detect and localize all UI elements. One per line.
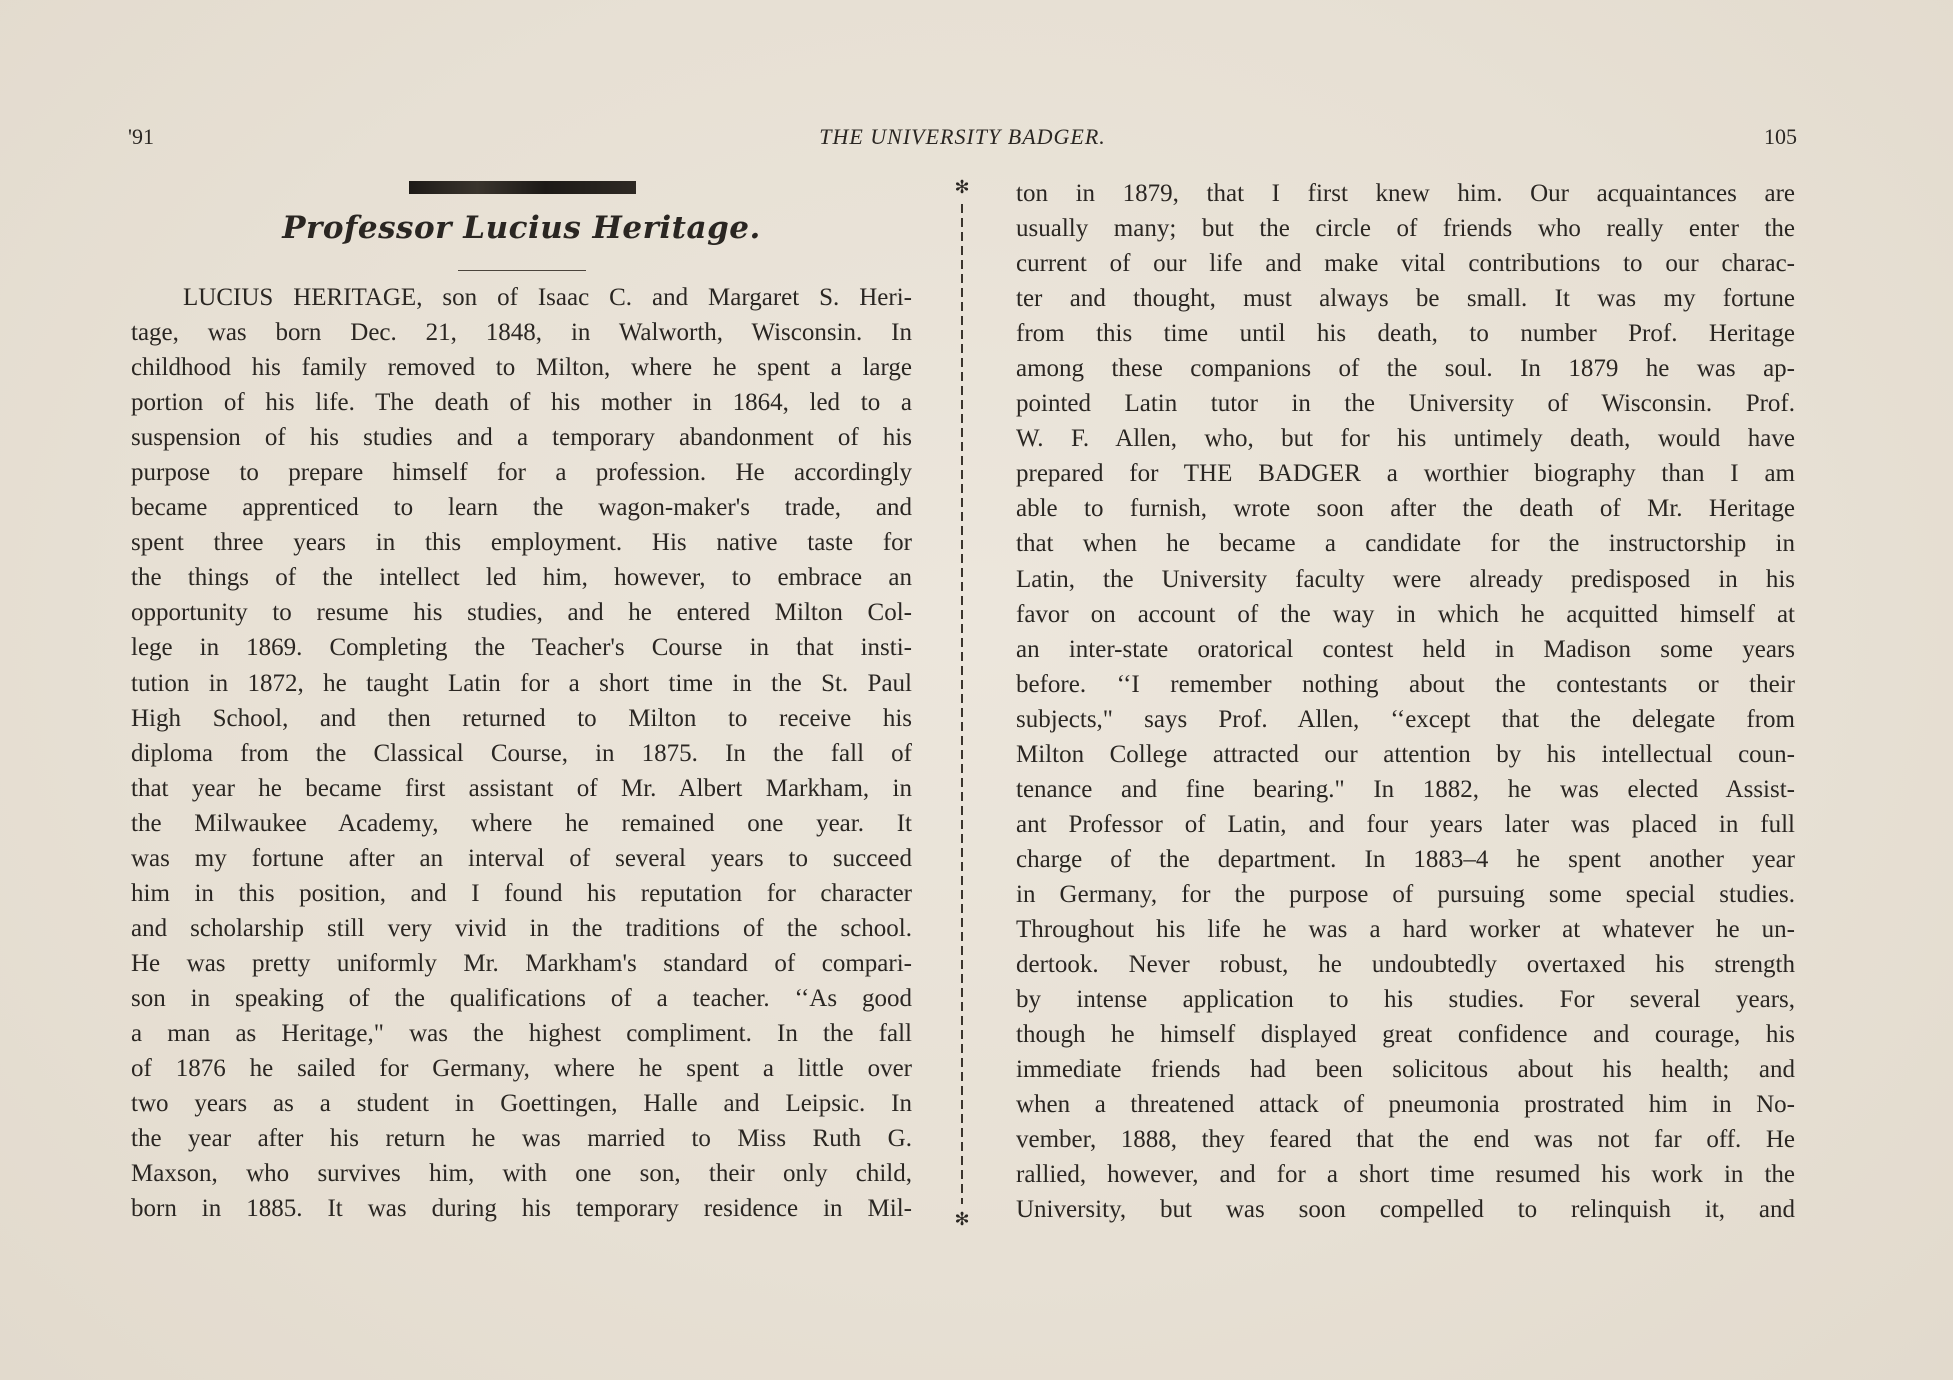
text-line: suspension of his studies and a temporary abandonment of his: [131, 424, 912, 452]
text-line: lege in 1869. Completing the Teacher's Course in that insti-: [131, 634, 912, 662]
text-line: immediate friends had been solicitous about his health; and: [1016, 1056, 1795, 1084]
text-line: the year after his return he was married to Miss Ruth G.: [131, 1125, 912, 1153]
text-line: diploma from the Classical Course, in 1875. In the fall of: [131, 739, 912, 767]
text-line: Milton College attracted our attention by his intellectual coun-: [1016, 740, 1795, 768]
text-line: Maxson, who survives him, with one son, their only child,: [131, 1160, 912, 1188]
text-line: spent three years in this employment. His native taste for: [131, 529, 912, 557]
title-rule: [458, 270, 586, 271]
text-line: and scholarship still very vivid in the traditions of the school.: [131, 914, 912, 942]
year-label: '91: [128, 124, 154, 149]
text-line: tenance and fine bearing." In 1882, he was elected Assist-: [1016, 775, 1795, 803]
text-line: favor on account of the way in which he acquitted himself at: [1016, 600, 1795, 628]
text-line: by intense application to his studies. For several years,: [1016, 986, 1795, 1014]
text-line: of 1876 he sailed for Germany, where he spent a little over: [131, 1055, 912, 1083]
text-line: two years as a student in Goettingen, Halle and Leipsic. In: [131, 1090, 912, 1118]
text-line: Latin, the University faculty were already predisposed in his: [1016, 565, 1795, 593]
text-line: vember, 1888, they feared that the end was not far off. He: [1016, 1126, 1795, 1154]
text-line: subjects," says Prof. Allen, ‘‘except that the delegate from: [1016, 705, 1795, 733]
text-line: that when he became a candidate for the instructorship in: [1016, 530, 1795, 558]
text-line: able to furnish, wrote soon after the death of Mr. Heritage: [1016, 495, 1795, 523]
text-line: purpose to prepare himself for a profession. He accordingly: [131, 459, 912, 487]
top-flourish-icon: ✻: [954, 177, 970, 197]
text-line: that year he became first assistant of Mr. Albert Markham, in: [131, 774, 912, 802]
text-line: ton in 1879, that I first knew him. Our acquaintances are: [1016, 180, 1795, 207]
text-line: tage, was born Dec. 21, 1848, in Walworth, Wisconsin. In: [131, 319, 912, 347]
text-line: became apprenticed to learn the wagon-maker's trade, and: [131, 494, 912, 522]
text-line: High School, and then returned to Milton to receive his: [131, 704, 912, 732]
text-line: born in 1885. It was during his temporary residence in Mil-: [131, 1195, 912, 1223]
text-line: pointed Latin tutor in the University of Wisconsin. Prof.: [1016, 390, 1795, 418]
text-line: rallied, however, and for a short time resumed his work in the: [1016, 1161, 1795, 1189]
text-line: prepared for THE BADGER a worthier biography than I am: [1016, 460, 1795, 488]
text-line: opportunity to resume his studies, and he entered Milton Col-: [131, 599, 912, 627]
text-line: though he himself displayed great confidence and courage, his: [1016, 1021, 1795, 1049]
text-line: dertook. Never robust, he undoubtedly overtaxed his strength: [1016, 951, 1795, 979]
right-column: [1016, 176, 1795, 1227]
text-line: usually many; but the circle of friends who really enter the: [1016, 215, 1795, 243]
text-line: in Germany, for the purpose of pursuing some special studies.: [1016, 880, 1795, 908]
divider-stem: [961, 204, 963, 1204]
text-line: son in speaking of the qualifications of a teacher. ‘‘As good: [131, 984, 912, 1012]
text-line: tution in 1872, he taught Latin for a short time in the St. Paul: [131, 669, 912, 697]
text-line: W. F. Allen, who, but for his untimely death, would have: [1016, 425, 1795, 453]
text-line: a man as Heritage," was the highest compliment. In the fall: [131, 1019, 912, 1047]
column-divider: [947, 178, 977, 1228]
text-line: LUCIUS HERITAGE, son of Isaac C. and Margaret S. Heri-: [183, 284, 912, 311]
page-number: 105: [1764, 124, 1797, 149]
text-line: childhood his family removed to Milton, where he spent a large: [131, 354, 912, 382]
text-line: charge of the department. In 1883–4 he spent another year: [1016, 845, 1795, 873]
text-line: ant Professor of Latin, and four years later was placed in full: [1016, 810, 1795, 838]
text-line: ter and thought, must always be small. It was my fortune: [1016, 285, 1795, 313]
text-line: him in this position, and I found his reputation for character: [131, 879, 912, 907]
running-head: [128, 124, 1797, 154]
text-line: portion of his life. The death of his mother in 1864, led to a: [131, 389, 912, 417]
left-column: [131, 280, 912, 1226]
text-line: the Milwaukee Academy, where he remained one year. It: [131, 809, 912, 837]
text-line: an inter-state oratorical contest held in Madison some years: [1016, 635, 1795, 663]
text-line: He was pretty uniformly Mr. Markham's standard of compari-: [131, 949, 912, 977]
article-title: Professor Lucius Heritage.: [282, 210, 761, 246]
text-line: before. ‘‘I remember nothing about the contestants or their: [1016, 670, 1795, 698]
text-line: current of our life and make vital contributions to our charac-: [1016, 250, 1795, 278]
ornament-bar: [409, 181, 636, 194]
text-line: the things of the intellect led him, however, to embrace an: [131, 564, 912, 592]
text-line: University, but was soon compelled to relinquish it, and: [1016, 1196, 1795, 1224]
text-line: among these companions of the soul. In 1879 he was ap-: [1016, 355, 1795, 383]
text-line: Throughout his life he was a hard worker at whatever he un-: [1016, 915, 1795, 943]
text-line: from this time until his death, to number Prof. Heritage: [1016, 320, 1795, 348]
publication-title: THE UNIVERSITY BADGER.: [819, 124, 1106, 149]
text-line: was my fortune after an interval of several years to succeed: [131, 844, 912, 872]
bottom-flourish-icon: ✻: [954, 1209, 970, 1229]
text-line: when a threatened attack of pneumonia prostrated him in No-: [1016, 1091, 1795, 1119]
